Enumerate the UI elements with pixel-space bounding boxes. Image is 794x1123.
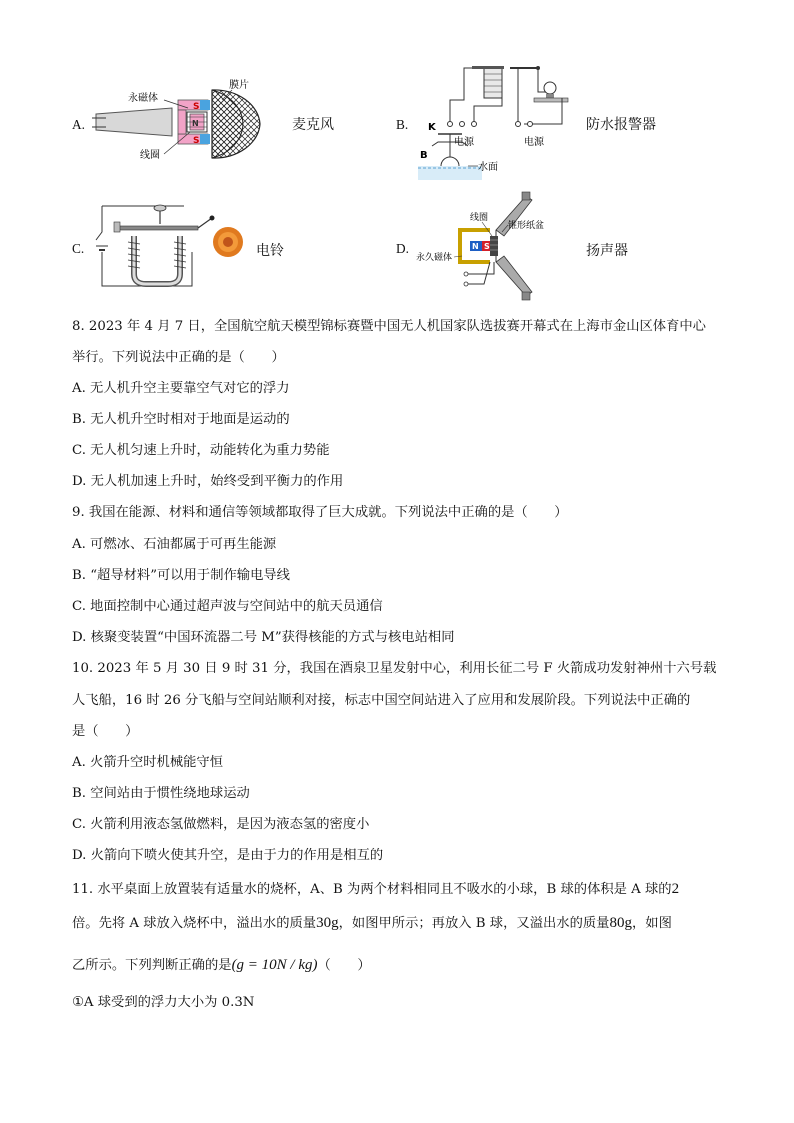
n-pole-label-d: N bbox=[472, 242, 479, 251]
q10-option-b: B. 空间站由于惯性绕地球运动 bbox=[72, 786, 250, 801]
q11-mass-b: 80g bbox=[609, 915, 632, 931]
figure-a-letter: A. bbox=[72, 117, 85, 132]
s-pole-bottom-label: S bbox=[193, 136, 200, 146]
q8-option-b: B. 无人机升空时相对于地面是运动的 bbox=[72, 412, 290, 427]
s-pole-label-d: S bbox=[484, 242, 490, 251]
q11-stem-line-3 bbox=[72, 956, 371, 975]
figure-a-caption: 麦克风 bbox=[292, 117, 334, 133]
coil-label-d: 线圈 bbox=[470, 213, 489, 223]
electric-bell-diagram bbox=[88, 196, 248, 292]
q8-option-d: D. 无人机加速上升时，始终受到平衡力的作用 bbox=[72, 474, 344, 489]
membrane-label: 膜片 bbox=[229, 80, 249, 91]
coil-label: 线圈 bbox=[140, 150, 160, 161]
q11-ratio-number: 2 bbox=[671, 881, 680, 897]
q11-stem-3b: （ ） bbox=[317, 958, 371, 973]
figure-b-caption: 防水报警器 bbox=[586, 117, 656, 133]
q10-option-c: C. 火箭利用液态氢做燃料，是因为液态氢的密度小 bbox=[72, 817, 370, 832]
q11-mass-a: 30g bbox=[316, 915, 339, 931]
figure-c-letter: C. bbox=[72, 241, 85, 256]
q10-stem-line-2: 人飞船，16 时 26 分飞船与空间站顺利对接，标志中国空间站进入了应用和发展阶段。下列说法中正确的 bbox=[72, 693, 691, 708]
q11-stem-line-2 bbox=[72, 914, 672, 933]
k-label: K bbox=[428, 122, 436, 133]
q10-stem-line-3: 是（ ） bbox=[72, 724, 139, 739]
figure-c-caption: 电铃 bbox=[256, 243, 284, 259]
microphone-diagram bbox=[92, 76, 268, 168]
q9-option-b: B. “超导材料”可以用于制作输电导线 bbox=[72, 568, 290, 583]
q9-option-d: D. 核聚变装置“中国环流器二号 M”获得核能的方式与核电站相同 bbox=[72, 630, 455, 645]
figure-d-letter: D. bbox=[396, 241, 409, 256]
figure-b-letter: B. bbox=[396, 117, 409, 132]
q11-stem-line-1 bbox=[72, 880, 679, 899]
s-pole-top-label: S bbox=[193, 102, 200, 112]
q10-option-d: D. 火箭向下喷火使其升空，是由于力的作用是相互的 bbox=[72, 848, 384, 863]
n-pole-label: N bbox=[192, 119, 199, 128]
q8-option-a: A. 无人机升空主要靠空气对它的浮力 bbox=[72, 381, 290, 396]
q10-stem-line-1: 10. 2023 年 5 月 30 日 9 时 31 分，我国在酒泉卫星发射中心，利用长征二号 F 火箭成功发射神州十六号载 bbox=[72, 661, 717, 676]
cone-label: 锥形纸盆 bbox=[508, 221, 545, 231]
magnet-label: 永磁体 bbox=[128, 93, 158, 104]
figure-d-caption: 扬声器 bbox=[586, 243, 628, 259]
q11-stem-3a: 乙所示。下列判断正确的是 bbox=[72, 958, 232, 973]
q11-gravity-formula: (g = 10N / kg) bbox=[231, 957, 318, 973]
q9-stem: 9. 我国在能源、材料和通信等领域都取得了巨大成就。下列说法中正确的是（ ） bbox=[72, 505, 568, 520]
power-label-2: 电源 bbox=[524, 137, 544, 148]
water-alarm-diagram bbox=[414, 62, 580, 182]
b-label: B bbox=[420, 150, 428, 161]
q11-stem-line-1-text: 11. 水平桌面上放置装有适量水的烧杯，A、B 为两个材料相同且不吸水的小球，B 球的体积是 A 球的 bbox=[72, 882, 672, 897]
q9-option-c: C. 地面控制中心通过超声波与空间站中的航天员通信 bbox=[72, 599, 383, 614]
q8-stem-line-2: 举行。下列说法中正确的是（ ） bbox=[72, 350, 285, 365]
water-surface-label: 水面 bbox=[478, 162, 498, 173]
q10-option-a: A. 火箭升空时机械能守恒 bbox=[72, 755, 224, 770]
q11-stem-2a: 倍。先将 A 球放入烧杯中，溢出水的质量 bbox=[72, 916, 317, 931]
power-label-1: 电源 bbox=[454, 137, 474, 148]
q8-stem-line-1: 8. 2023 年 4 月 7 日，全国航空航天模型锦标赛暨中国无人机国家队选拔赛开幕式在上海市金山区体育中心 bbox=[72, 319, 706, 334]
q8-option-c: C. 无人机匀速上升时，动能转化为重力势能 bbox=[72, 443, 330, 458]
q11-stem-2b: ，如图甲所示；再放入 B 球，又溢出水的质量 bbox=[338, 916, 610, 931]
permanent-magnet-label: 永久磁体 bbox=[416, 253, 453, 263]
q9-option-a: A. 可燃冰、石油都属于可再生能源 bbox=[72, 537, 277, 552]
q11-item-1: ①A 球受到的浮力大小为 0.3N bbox=[72, 995, 255, 1010]
q11-stem-2c: ，如图 bbox=[631, 916, 672, 931]
loudspeaker-diagram bbox=[414, 190, 564, 304]
